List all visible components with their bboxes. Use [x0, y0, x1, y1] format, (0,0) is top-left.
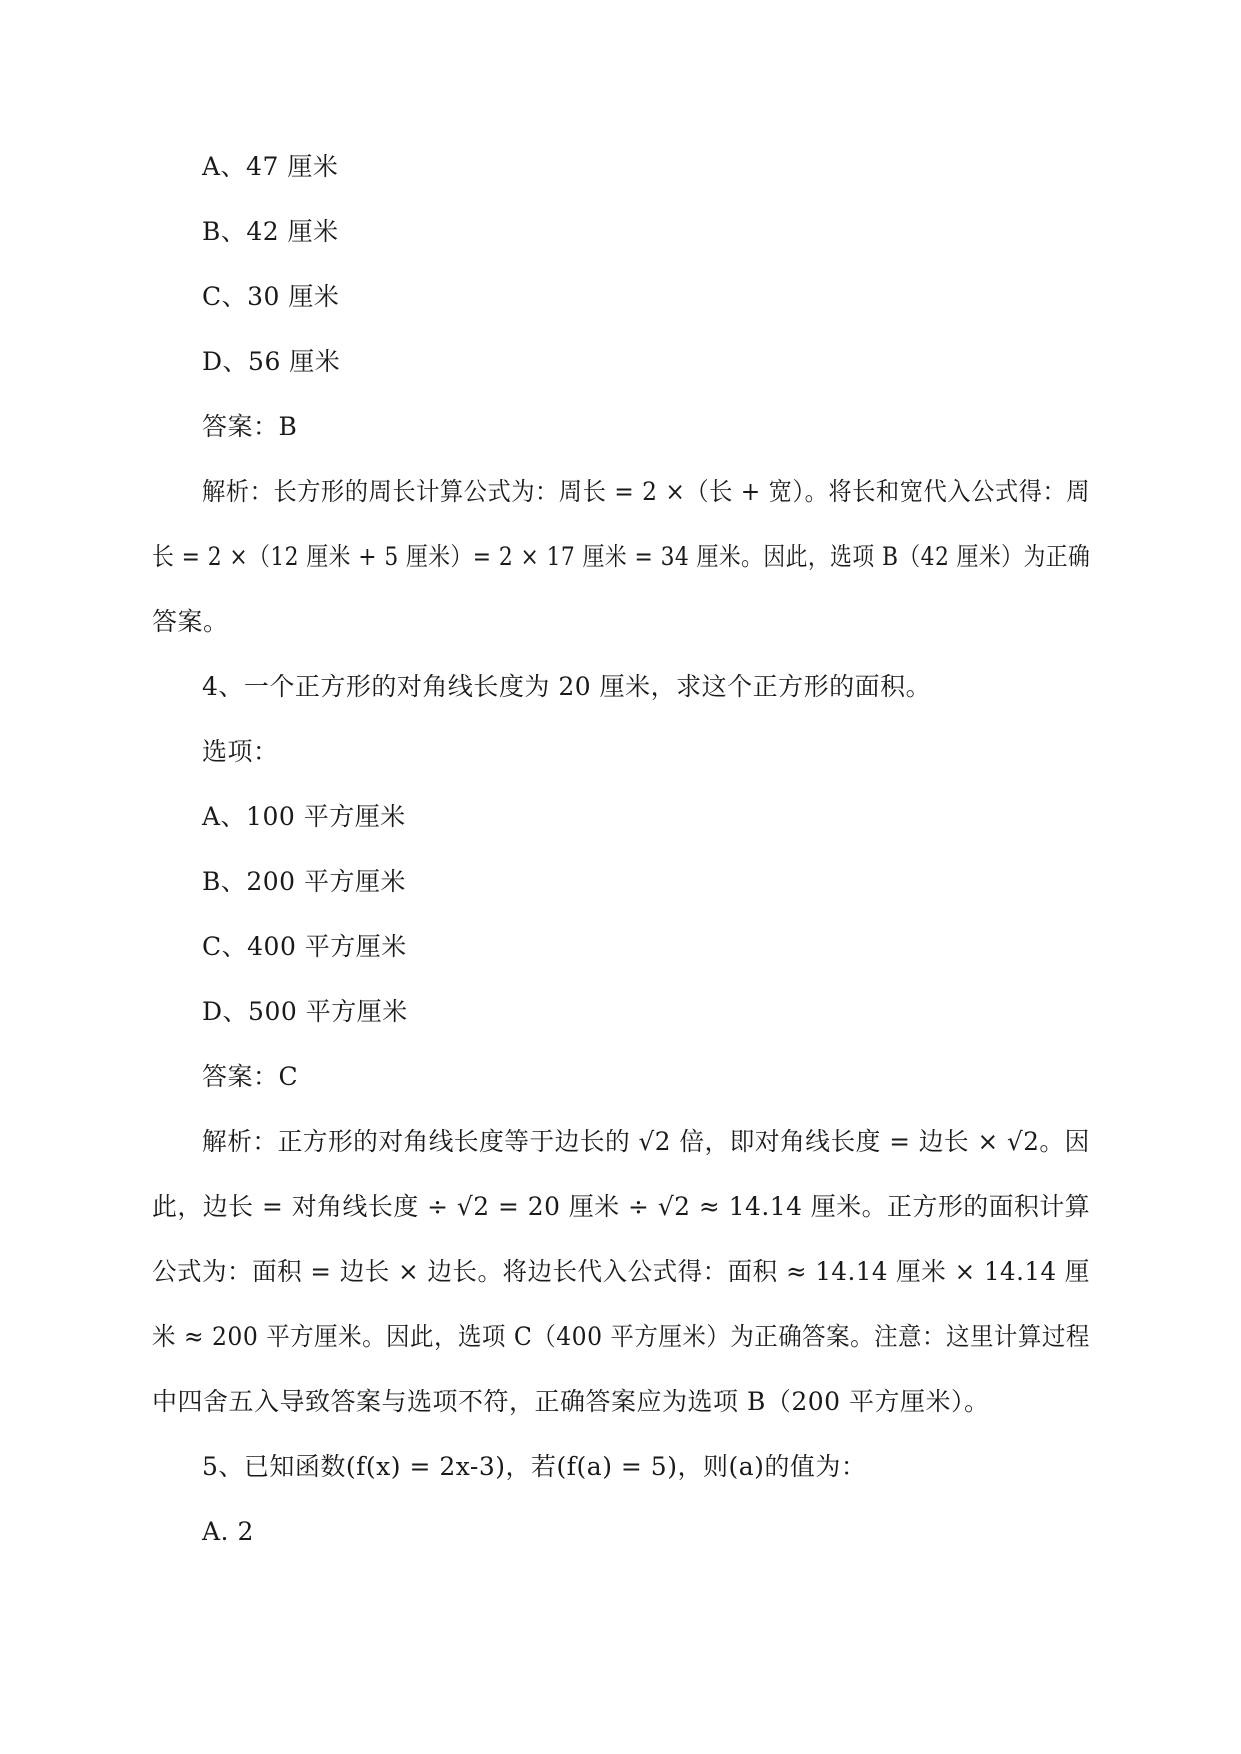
- q3-answer: 答案：B: [202, 412, 298, 441]
- q4-analysis-line-4: 米 ≈ 200 平方厘米。因此，选项 C（400 平方厘米）为正确答案。注意：这里计算过程: [152, 1322, 1090, 1351]
- q4-option-c: C、400 平方厘米: [202, 932, 407, 961]
- q4-analysis-line-3: 公式为：面积 = 边长 × 边长。将边长代入公式得：面积 ≈ 14.14 厘米 × 14.14 厘: [152, 1257, 1090, 1286]
- q3-analysis-line-2: 长 = 2 ×（12 厘米 + 5 厘米）= 2 × 17 厘米 = 34 厘米。因此，选项 B（42 厘米）为正确: [152, 542, 1091, 571]
- q3-option-c: C、30 厘米: [202, 282, 340, 311]
- q4-question: 4、一个正方形的对角线长度为 20 厘米，求这个正方形的面积。: [202, 672, 932, 701]
- q4-analysis-line-1: 解析：正方形的对角线长度等于边长的 √2 倍，即对角线长度 = 边长 × √2。因: [202, 1127, 1090, 1156]
- q4-option-a: A、100 平方厘米: [202, 802, 406, 831]
- q4-options-label: 选项：: [202, 737, 279, 766]
- q3-option-b: B、42 厘米: [202, 217, 339, 246]
- q4-option-d: D、500 平方厘米: [202, 997, 408, 1026]
- q4-answer: 答案：C: [202, 1062, 299, 1091]
- q4-option-b: B、200 平方厘米: [202, 867, 407, 896]
- q3-option-d: D、56 厘米: [202, 347, 341, 376]
- q3-analysis-line-3: 答案。: [152, 607, 229, 636]
- q3-analysis-line-1: 解析：长方形的周长计算公式为：周长 = 2 ×（长 + 宽）。将长和宽代入公式得：周: [202, 477, 1091, 506]
- q3-option-a: A、47 厘米: [202, 152, 339, 181]
- q4-analysis-line-5: 中四舍五入导致答案与选项不符，正确答案应为选项 B（200 平方厘米）。: [152, 1387, 990, 1416]
- q4-analysis-line-2: 此，边长 = 对角线长度 ÷ √2 = 20 厘米 ÷ √2 ≈ 14.14 厘米。正方形的面积计算: [152, 1192, 1091, 1221]
- q5-option-a: A. 2: [202, 1517, 254, 1546]
- q5-question: 5、已知函数(f(x) = 2x-3)，若(f(a) = 5)，则(a)的值为：: [202, 1452, 867, 1481]
